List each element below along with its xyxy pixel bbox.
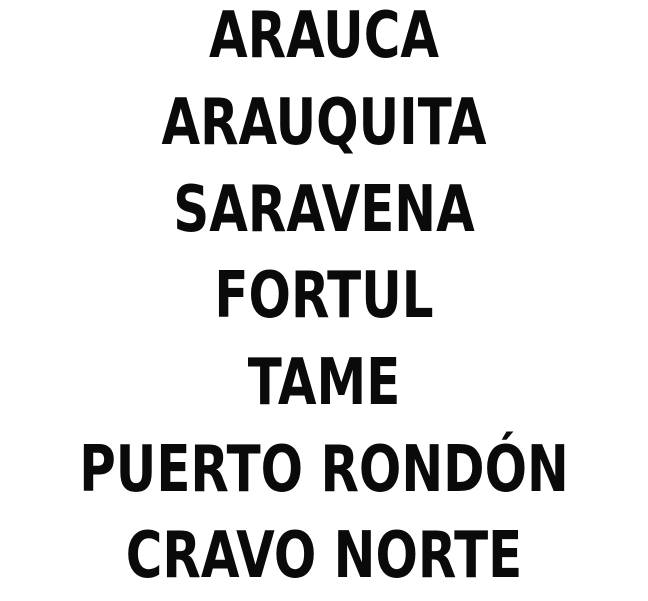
municipality-puerto-rondon: PUERTO RONDÓN [79,433,569,507]
municipality-tame: TAME [247,346,401,420]
municipality-fortul: FORTUL [214,259,434,333]
municipality-arauca: ARAUCA [209,0,439,73]
municipality-saravena: SARAVENA [173,173,475,247]
municipality-arauquita: ARAUQUITA [161,86,487,160]
municipality-cravo-norte: CRAVO NORTE [125,519,523,593]
